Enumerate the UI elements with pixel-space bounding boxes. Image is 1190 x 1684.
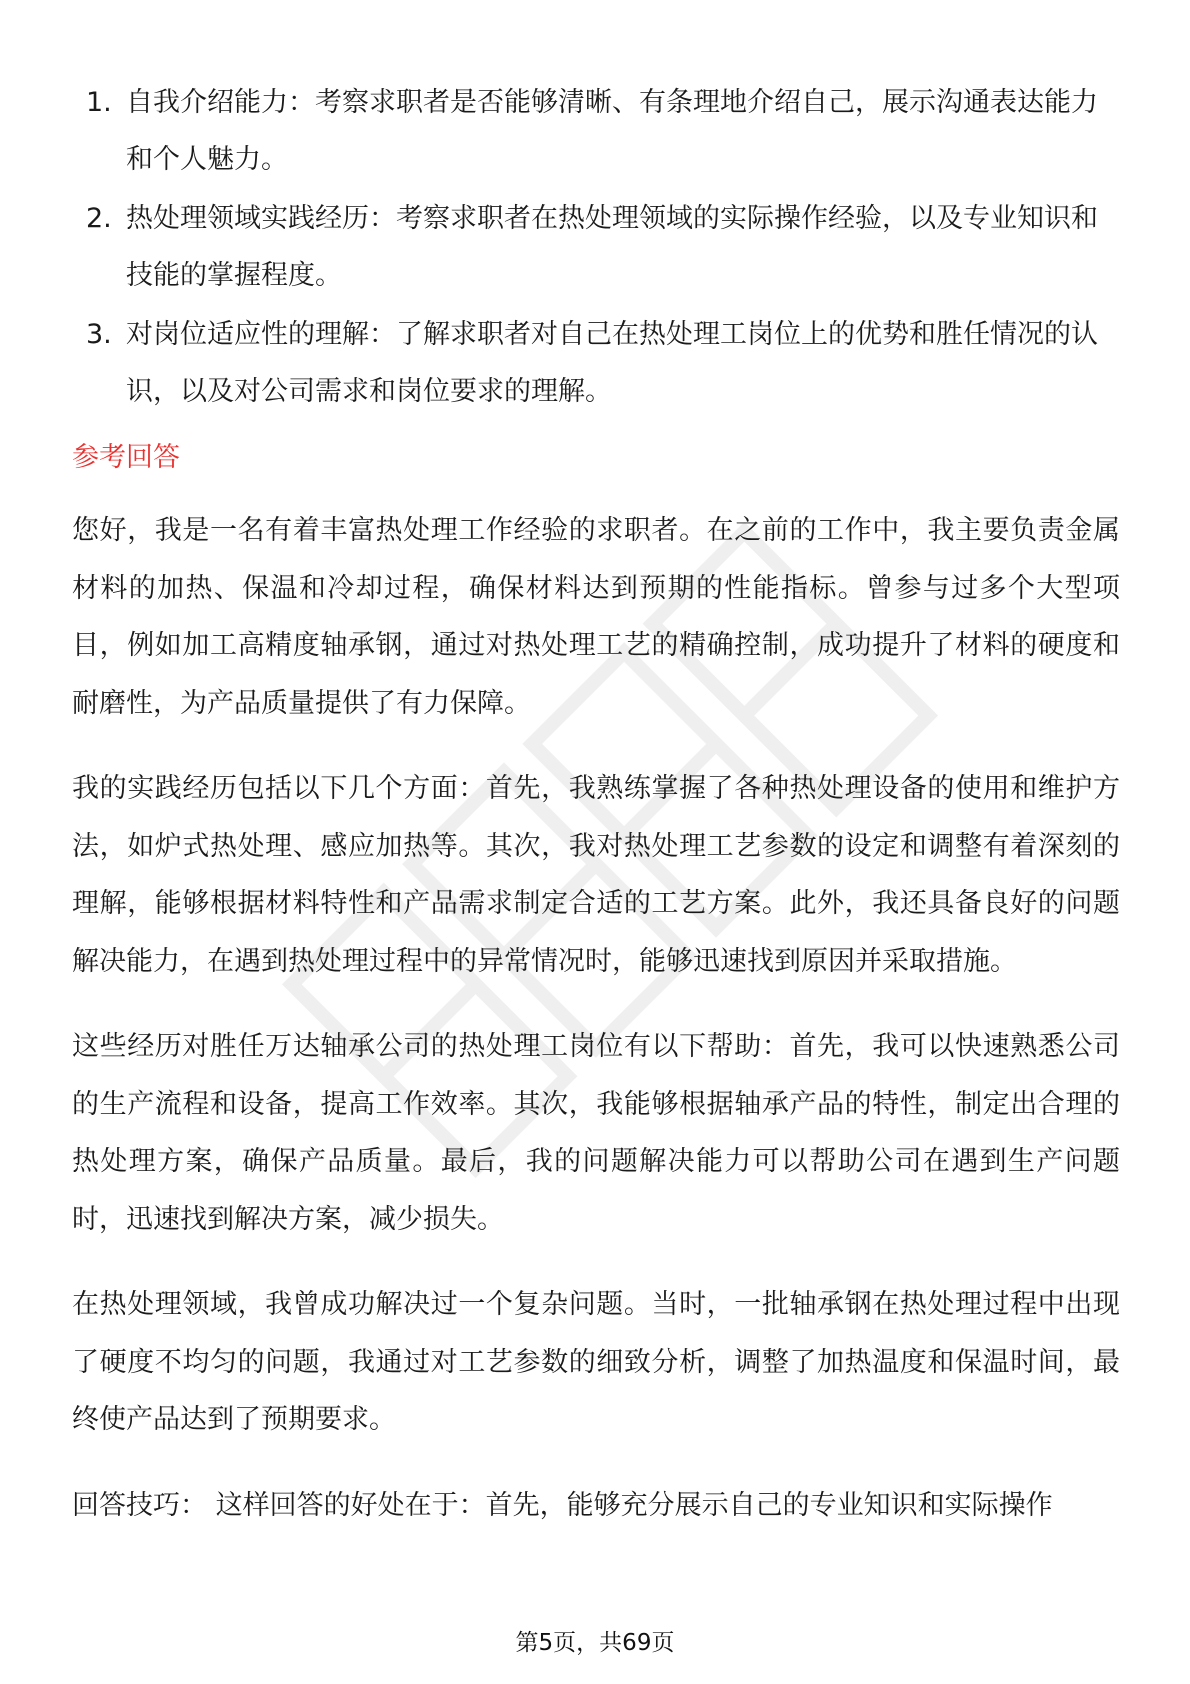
page-number: 第5页，共69页 <box>515 1630 675 1656</box>
content <box>72 74 1120 1534</box>
answer-tip: 回答技巧： 这样回答的好处在于：首先，能够充分展示自己的专业知识和实际操作 <box>72 1489 1053 1521</box>
answer-paragraph: 我的实践经历包括以下几个方面：首先，我熟练掌握了各种热处理设备的使用和维护方法，如炉式热处理、感应加热等。其次，我对热处理工艺参数的设定和调整有着深刻的理解，能够根据材料特性和产品需求制定合适的工艺方案。此外，我还具备良好的问题解决能力，在遇到热处理过程中的异常情况时，能够迅速找到原因并采取措施。 <box>72 773 1120 977</box>
list-item <box>72 190 1120 304</box>
answer-paragraph: 您好，我是一名有着丰富热处理工作经验的求职者。在之前的工作中，我主要负责金属材料的加热、保温和冷却过程，确保材料达到预期的性能指标。曾参与过多个大型项目，例如加工高精度轴承钢，通过对热处理工艺的精确控制，成功提升了材料的硬度和耐磨性，为产品质量提供了有力保障。 <box>72 515 1120 719</box>
section-title: 参考回答 <box>72 442 180 473</box>
list-item <box>72 74 1120 188</box>
list-item-text: 热处理领域实践经历：考察求职者在热处理领域的实际操作经验，以及专业知识和技能的掌握程度。 <box>126 203 1098 291</box>
list-item <box>72 306 1120 420</box>
evaluation-points-list <box>72 74 1120 420</box>
answer-paragraph: 在热处理领域，我曾成功解决过一个复杂问题。当时，一批轴承钢在热处理过程中出现了硬度不均匀的问题，我通过对工艺参数的细致分析，调整了加热温度和保温时间，最终使产品达到了预期要求。 <box>72 1289 1120 1435</box>
list-item-text: 自我介绍能力：考察求职者是否能够清晰、有条理地介绍自己，展示沟通表达能力和个人魅力。 <box>126 87 1098 175</box>
list-item-number: 2. <box>86 203 112 234</box>
list-item-text: 对岗位适应性的理解：了解求职者对自己在热处理工岗位上的优势和胜任情况的认识，以及对公司需求和岗位要求的理解。 <box>126 319 1098 407</box>
answer-paragraph: 这些经历对胜任万达轴承公司的热处理工岗位有以下帮助：首先，我可以快速熟悉公司的生产流程和设备，提高工作效率。其次，我能够根据轴承产品的特性，制定出合理的热处理方案，确保产品质量。最后，我的问题解决能力可以帮助公司在遇到生产问题时，迅速找到解决方案，减少损失。 <box>72 1031 1120 1235</box>
list-item-number: 3. <box>86 319 112 350</box>
list-item-number: 1. <box>86 87 112 118</box>
